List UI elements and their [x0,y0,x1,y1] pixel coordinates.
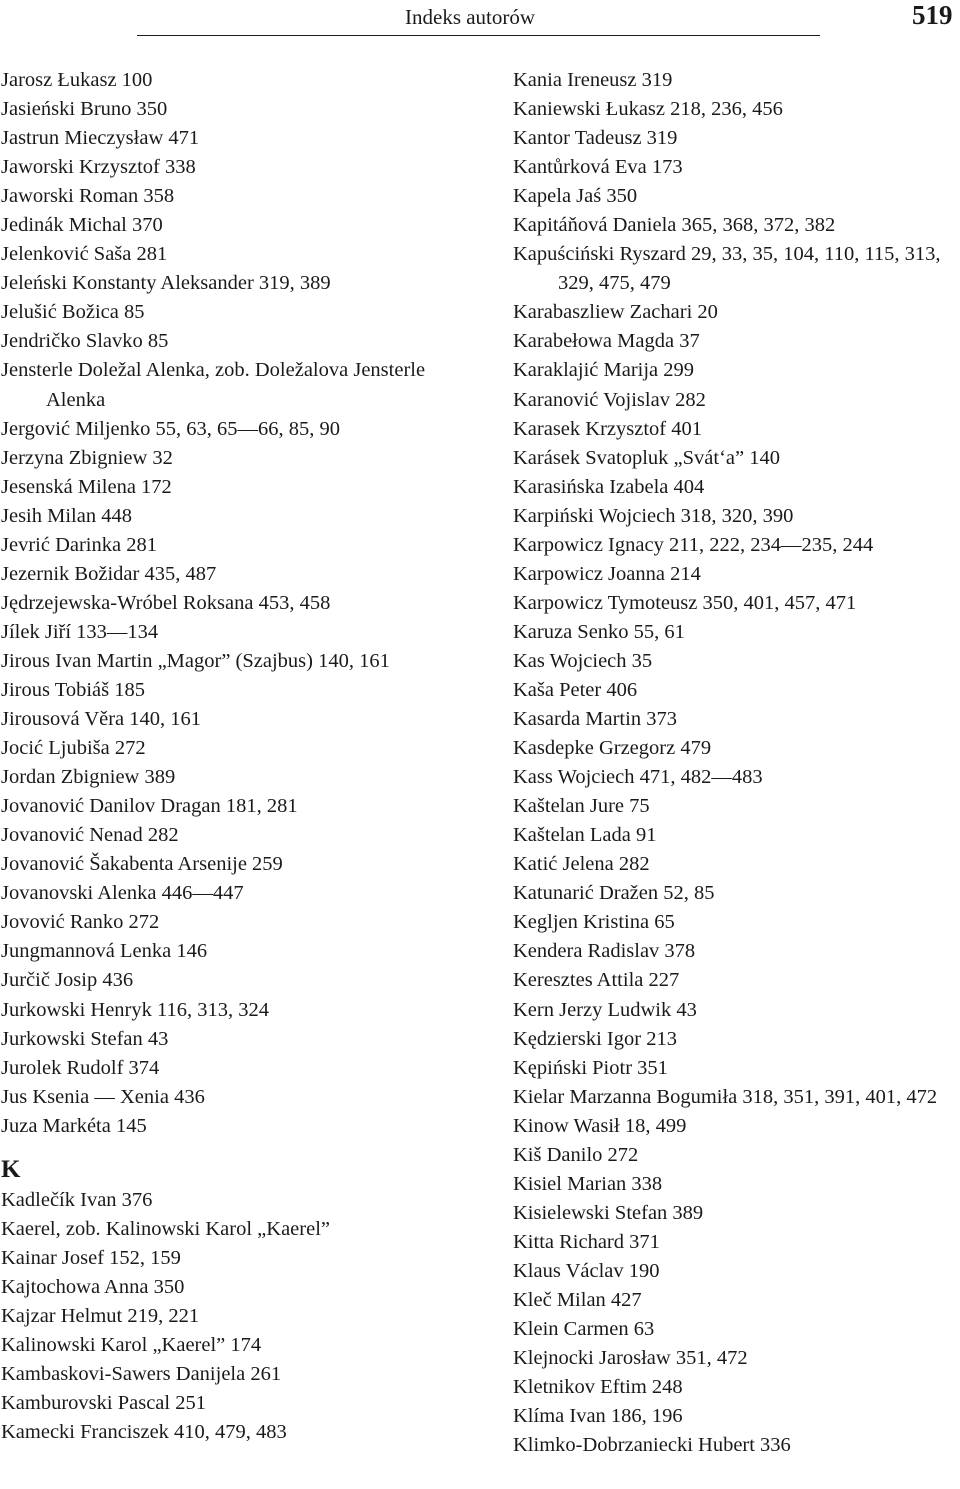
index-entry: Karabełowa Magda 37 [513,330,700,353]
index-entry: Kielar Marzanna Bogumiła 318, 351, 391, 401, 472 [513,1085,938,1108]
index-entry: Karabaszliew Zachari 20 [513,301,718,324]
index-entry: Kajtochowa Anna 350 [1,1275,185,1298]
header-rule [137,35,820,36]
index-entry: Jovanović Šakabenta Arsenije 259 [1,853,283,876]
index-entry: Karanović Vojislav 282 [513,388,706,411]
index-entry: Karasek Krzysztof 401 [513,417,702,440]
index-entry: Jastrun Mieczysław 471 [1,127,200,150]
index-entry: Jordan Zbigniew 389 [1,766,176,789]
index-entry: Kępiński Piotr 351 [513,1056,668,1079]
index-entry: Kania Ireneusz 319 [513,69,673,91]
index-entry: Jędrzejewska-Wróbel Roksana 453, 458 [1,591,331,614]
index-entry: Kapitáňová Daniela 365, 368, 372, 382 [513,214,836,237]
index-entry: Jurkowski Stefan 43 [1,1027,169,1050]
index-entry: Kantor Tadeusz 319 [513,127,678,150]
index-entry: Kasdepke Grzegorz 479 [513,737,712,760]
index-entry: Klaus Václav 190 [513,1259,660,1282]
index-entry: Kaniewski Łukasz 218, 236, 456 [513,98,783,121]
index-entry: Jovanović Nenad 282 [1,824,179,847]
index-entry: Kadlečík Ivan 376 [1,1188,153,1211]
index-entry: Kitta Richard 371 [513,1230,660,1253]
index-entry: Jurčič Josip 436 [1,969,134,992]
index-entry: Kalinowski Karol „Kaerel” 174 [1,1333,262,1356]
index-entry: Karpowicz Tymoteusz 350, 401, 457, 471 [513,591,857,614]
index-entry: Jensterle Doležal Alenka, zob. Doležalova Jensterle Alenka [1,359,426,411]
index-entry: Jarosz Łukasz 100 [1,69,153,91]
index-entry: Jelušić Božica 85 [1,301,145,324]
index-entry: Jevrić Darinka 281 [1,533,157,556]
left-entries-k [1,1186,449,1447]
index-entry: Jovanovski Alenka 446—447 [1,882,244,905]
index-entry: Kambaskovi-Sawers Danijela 261 [1,1363,282,1386]
index-entry: Kamburovski Pascal 251 [1,1392,206,1415]
index-entry: Kędzierski Igor 213 [513,1027,677,1050]
index-entry: Jirousová Věra 140, 161 [1,708,202,731]
right-entries [513,66,958,1460]
index-entry: Kapela Jaś 350 [513,185,638,208]
index-entry: Kass Wojciech 471, 482—483 [513,766,763,789]
index-entry: Jílek Jiří 133—134 [1,620,159,643]
index-entry: Kas Wojciech 35 [513,649,653,672]
index-entry: Kiš Danilo 272 [513,1143,639,1166]
index-entry: Kendera Radislav 378 [513,940,696,963]
index-entry: Jocić Ljubiša 272 [1,737,146,760]
index-entry: Jungmannová Lenka 146 [1,940,208,963]
index-entry: Kasarda Martin 373 [513,708,677,731]
index-entry: Kaša Peter 406 [513,678,638,701]
index-entry: Jergović Miljenko 55, 63, 65—66, 85, 90 [1,417,340,440]
index-entry: Jasieński Bruno 350 [1,98,168,121]
index-entry: Kaštelan Jure 75 [513,795,650,818]
index-entry: Jaworski Roman 358 [1,185,175,208]
index-entry: Katić Jelena 282 [513,853,650,876]
index-entry: Jaworski Krzysztof 338 [1,156,196,179]
left-column [1,66,449,1447]
index-entry: Keresztes Attila 227 [513,969,680,992]
index-entry: Kamecki Franciszek 410, 479, 483 [1,1421,287,1444]
index-entry: Jurkowski Henryk 116, 313, 324 [1,998,270,1021]
index-entry: Kegljen Kristina 65 [513,911,675,934]
index-entry: Jedinák Michal 370 [1,214,163,237]
section-letter-heading: K [1,1155,21,1183]
right-column [513,66,958,1460]
page-number: 519 [912,0,953,30]
index-entry: Karpowicz Ignacy 211, 222, 234—235, 244 [513,533,874,556]
index-entry: Klein Carmen 63 [513,1318,655,1341]
index-entry: Klimko-Dobrzaniecki Hubert 336 [513,1434,791,1457]
left-entries-j [1,66,449,1141]
index-entry: Karaklajić Marija 299 [513,359,695,382]
index-entry: Karásek Svatopluk „Svát‘a” 140 [513,446,780,469]
index-entry: Jendričko Slavko 85 [1,330,169,353]
index-entry: Juza Markéta 145 [1,1114,147,1137]
index-entry: Jovanović Danilov Dragan 181, 281 [1,795,298,818]
index-entry: Kletnikov Eftim 248 [513,1376,683,1399]
index-entry: Jirous Tobiáš 185 [1,678,145,701]
index-entry: Jerzyna Zbigniew 32 [1,446,173,469]
index-entry: Kinow Wasił 18, 499 [513,1114,687,1137]
index-entry: Jezernik Božidar 435, 487 [1,562,217,585]
index-entry: Katunarić Dražen 52, 85 [513,882,715,905]
index-entry: Karpowicz Joanna 214 [513,562,701,585]
running-header-title: Indeks autorów [405,5,536,29]
index-entry: Jeleński Konstanty Aleksander 319, 389 [1,272,331,295]
index-entry: Jelenković Saša 281 [1,243,168,266]
index-entry: Kleč Milan 427 [513,1288,642,1311]
index-entry: Karpiński Wojciech 318, 320, 390 [513,504,794,527]
index-entry: Jus Ksenia — Xenia 436 [1,1085,205,1108]
index-entry: Jesih Milan 448 [1,504,132,527]
index-entry: Jovović Ranko 272 [1,911,160,934]
index-entry: Kisielewski Stefan 389 [513,1201,704,1224]
index-entry: Jurolek Rudolf 374 [1,1056,160,1079]
index-entry: Kajzar Helmut 219, 221 [1,1304,200,1327]
index-entry: Karasińska Izabela 404 [513,475,705,498]
index-entry: Klejnocki Jarosław 351, 472 [513,1347,748,1370]
index-entry: Kantůrková Eva 173 [513,156,683,179]
index-entry: Jesenská Milena 172 [1,475,172,498]
index-entry: Kapuściński Ryszard 29, 33, 35, 104, 110, 115, 313, 329, 475, 479 [513,243,941,295]
index-entry: Kaerel, zob. Kalinowski Karol „Kaerel” [1,1217,330,1240]
index-entry: Kern Jerzy Ludwik 43 [513,998,697,1021]
index-entry: Kisiel Marian 338 [513,1172,663,1195]
index-entry: Karuza Senko 55, 61 [513,620,685,643]
index-entry: Jirous Ivan Martin „Magor” (Szajbus) 140, 161 [1,649,390,672]
index-entry: Klíma Ivan 186, 196 [513,1405,683,1428]
index-entry: Kainar Josef 152, 159 [1,1246,181,1269]
index-entry: Kaštelan Lada 91 [513,824,657,847]
